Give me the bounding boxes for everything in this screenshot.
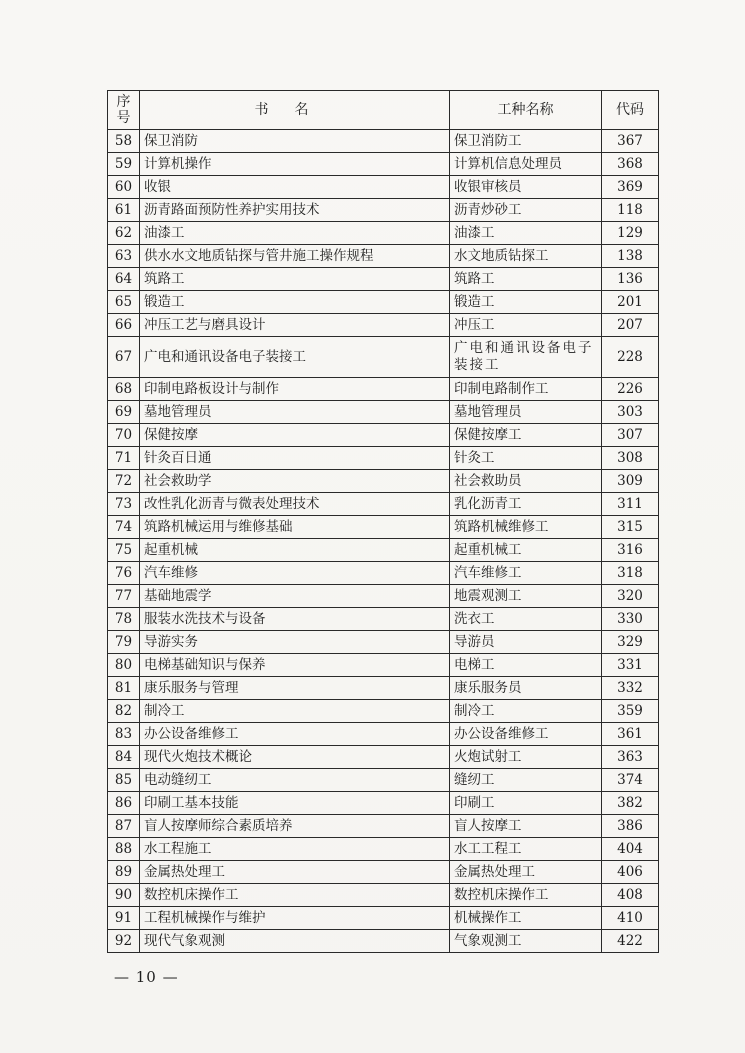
row-book-title: 工程机械操作与维护 [140,907,450,930]
table-row [108,314,659,337]
table-row [108,424,659,447]
table-row [108,378,659,401]
table-row [108,884,659,907]
row-no: 69 [108,401,140,424]
row-no: 91 [108,907,140,930]
page-number: — 10 — [114,968,179,986]
row-no: 76 [108,562,140,585]
row-code: 359 [602,700,659,723]
row-code: 410 [602,907,659,930]
row-book-title: 锻造工 [140,291,450,314]
row-code: 226 [602,378,659,401]
header-no: 序号 [108,91,140,130]
row-occupation: 地震观测工 [450,585,602,608]
table-row [108,245,659,268]
row-occupation: 水文地质钻探工 [450,245,602,268]
table-row [108,631,659,654]
table-row [108,861,659,884]
row-code: 228 [602,337,659,378]
row-occupation: 广电和通讯设备电子装接工 [450,337,602,378]
row-no: 65 [108,291,140,314]
table-row [108,130,659,153]
row-no: 78 [108,608,140,631]
table-row [108,401,659,424]
row-occupation: 锻造工 [450,291,602,314]
row-book-title: 保卫消防 [140,130,450,153]
row-occupation: 墓地管理员 [450,401,602,424]
row-book-title: 基础地震学 [140,585,450,608]
table-row [108,585,659,608]
row-code: 308 [602,447,659,470]
row-book-title: 供水水文地质钻探与管井施工操作规程 [140,245,450,268]
table-row [108,176,659,199]
row-code: 363 [602,746,659,769]
row-code: 406 [602,861,659,884]
row-code: 136 [602,268,659,291]
row-book-title: 墓地管理员 [140,401,450,424]
row-occupation: 筑路工 [450,268,602,291]
row-occupation: 制冷工 [450,700,602,723]
table-row [108,723,659,746]
row-code: 382 [602,792,659,815]
row-no: 70 [108,424,140,447]
row-code: 361 [602,723,659,746]
table-row [108,562,659,585]
row-code: 207 [602,314,659,337]
occupation-book-table [107,90,659,953]
row-occupation: 数控机床操作工 [450,884,602,907]
table-row [108,677,659,700]
table-row [108,815,659,838]
table-row [108,199,659,222]
row-no: 66 [108,314,140,337]
table-row [108,700,659,723]
row-no: 71 [108,447,140,470]
row-no: 79 [108,631,140,654]
row-code: 318 [602,562,659,585]
row-code: 331 [602,654,659,677]
row-no: 86 [108,792,140,815]
table-row [108,268,659,291]
row-occupation: 乳化沥青工 [450,493,602,516]
row-code: 330 [602,608,659,631]
row-code: 386 [602,815,659,838]
row-no: 81 [108,677,140,700]
row-book-title: 改性乳化沥青与微表处理技术 [140,493,450,516]
row-no: 89 [108,861,140,884]
row-book-title: 水工程施工 [140,838,450,861]
row-code: 311 [602,493,659,516]
row-book-title: 针灸百日通 [140,447,450,470]
row-occupation: 水工工程工 [450,838,602,861]
row-no: 62 [108,222,140,245]
row-book-title: 收银 [140,176,450,199]
row-book-title: 电动缝纫工 [140,769,450,792]
header-type: 工种名称 [450,91,602,130]
row-code: 367 [602,130,659,153]
table-row [108,769,659,792]
row-book-title: 金属热处理工 [140,861,450,884]
row-occupation: 筑路机械维修工 [450,516,602,539]
row-no: 83 [108,723,140,746]
row-book-title: 筑路工 [140,268,450,291]
row-no: 92 [108,930,140,953]
row-no: 90 [108,884,140,907]
row-book-title: 电梯基础知识与保养 [140,654,450,677]
row-book-title: 现代气象观测 [140,930,450,953]
row-occupation: 针灸工 [450,447,602,470]
row-no: 87 [108,815,140,838]
table-row [108,654,659,677]
row-no: 72 [108,470,140,493]
table-row [108,447,659,470]
row-occupation: 收银审核员 [450,176,602,199]
table-row [108,746,659,769]
row-occupation: 金属热处理工 [450,861,602,884]
table-row [108,792,659,815]
row-book-title: 沥青路面预防性养护实用技术 [140,199,450,222]
table-row [108,153,659,176]
row-no: 74 [108,516,140,539]
row-occupation: 保卫消防工 [450,130,602,153]
table-row [108,838,659,861]
table-row [108,516,659,539]
table-row [108,493,659,516]
table-row [108,291,659,314]
row-code: 332 [602,677,659,700]
row-occupation: 汽车维修工 [450,562,602,585]
row-occupation: 沥青炒砂工 [450,199,602,222]
row-occupation: 导游员 [450,631,602,654]
row-no: 80 [108,654,140,677]
row-occupation: 冲压工 [450,314,602,337]
row-book-title: 计算机操作 [140,153,450,176]
row-code: 118 [602,199,659,222]
row-no: 64 [108,268,140,291]
row-no: 85 [108,769,140,792]
row-no: 75 [108,539,140,562]
row-occupation: 起重机械工 [450,539,602,562]
row-code: 307 [602,424,659,447]
row-book-title: 数控机床操作工 [140,884,450,907]
row-no: 60 [108,176,140,199]
row-book-title: 保健按摩 [140,424,450,447]
table-body [108,130,659,953]
row-occupation: 保健按摩工 [450,424,602,447]
table-row [108,337,659,378]
row-code: 368 [602,153,659,176]
row-occupation: 气象观测工 [450,930,602,953]
row-no: 67 [108,337,140,378]
row-no: 61 [108,199,140,222]
header-book: 书名 [140,91,450,130]
row-occupation: 电梯工 [450,654,602,677]
row-book-title: 现代火炮技术概论 [140,746,450,769]
row-book-title: 办公设备维修工 [140,723,450,746]
row-no: 68 [108,378,140,401]
row-book-title: 油漆工 [140,222,450,245]
row-code: 320 [602,585,659,608]
row-code: 374 [602,769,659,792]
row-no: 82 [108,700,140,723]
row-book-title: 盲人按摩师综合素质培养 [140,815,450,838]
row-occupation: 社会救助员 [450,470,602,493]
row-occupation: 办公设备维修工 [450,723,602,746]
row-book-title: 导游实务 [140,631,450,654]
row-book-title: 印制电路板设计与制作 [140,378,450,401]
row-no: 58 [108,130,140,153]
row-code: 404 [602,838,659,861]
row-code: 138 [602,245,659,268]
table-row [108,539,659,562]
row-code: 201 [602,291,659,314]
table-row [108,930,659,953]
row-no: 77 [108,585,140,608]
row-no: 63 [108,245,140,268]
row-book-title: 服装水洗技术与设备 [140,608,450,631]
table-header-row [108,91,659,130]
row-book-title: 社会救助学 [140,470,450,493]
row-occupation: 印刷工 [450,792,602,815]
row-book-title: 制冷工 [140,700,450,723]
row-book-title: 广电和通讯设备电子装接工 [140,337,450,378]
row-occupation: 机械操作工 [450,907,602,930]
row-book-title: 康乐服务与管理 [140,677,450,700]
row-code: 303 [602,401,659,424]
row-book-title: 印刷工基本技能 [140,792,450,815]
row-book-title: 汽车维修 [140,562,450,585]
row-occupation: 火炮试射工 [450,746,602,769]
row-occupation: 洗衣工 [450,608,602,631]
row-occupation: 油漆工 [450,222,602,245]
row-occupation: 缝纫工 [450,769,602,792]
header-code: 代码 [602,91,659,130]
row-no: 88 [108,838,140,861]
row-code: 329 [602,631,659,654]
row-code: 309 [602,470,659,493]
row-occupation: 印制电路制作工 [450,378,602,401]
row-no: 84 [108,746,140,769]
row-no: 59 [108,153,140,176]
row-code: 408 [602,884,659,907]
row-book-title: 起重机械 [140,539,450,562]
row-occupation: 盲人按摩工 [450,815,602,838]
row-code: 369 [602,176,659,199]
table-row [108,222,659,245]
table-row [108,608,659,631]
row-code: 422 [602,930,659,953]
row-occupation: 康乐服务员 [450,677,602,700]
table-row [108,470,659,493]
row-code: 129 [602,222,659,245]
row-code: 316 [602,539,659,562]
table-row [108,907,659,930]
row-no: 73 [108,493,140,516]
row-occupation: 计算机信息处理员 [450,153,602,176]
row-code: 315 [602,516,659,539]
row-book-title: 冲压工艺与磨具设计 [140,314,450,337]
row-book-title: 筑路机械运用与维修基础 [140,516,450,539]
